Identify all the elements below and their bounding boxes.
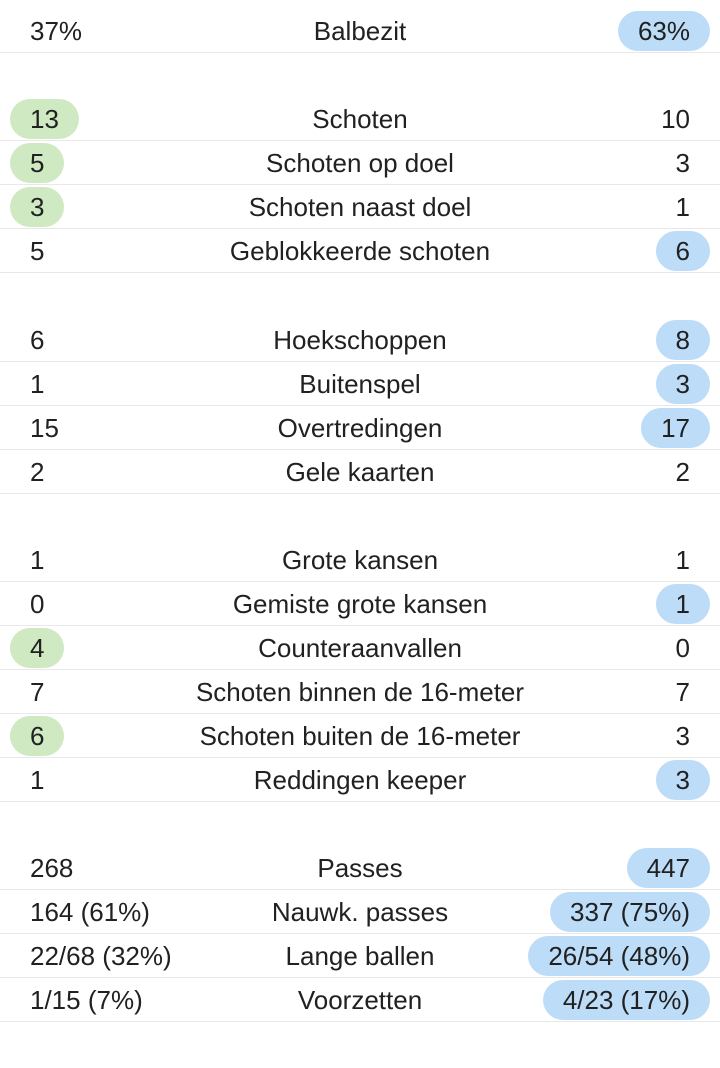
home-value: 2: [30, 456, 45, 487]
away-value: 1: [656, 584, 710, 624]
away-value: 17: [641, 408, 710, 448]
stat-row[interactable]: [0, 97, 720, 141]
home-value: 37%: [30, 16, 83, 46]
stat-label: Buitenspel: [299, 368, 421, 399]
away-value: 4/23 (17%): [543, 980, 710, 1020]
stat-label: Overtredingen: [277, 412, 443, 443]
away-value: 63%: [618, 11, 710, 51]
home-value: 1/15 (7%): [30, 985, 143, 1016]
stat-label: Geblokkeerde schoten: [229, 236, 491, 267]
home-value: 4: [10, 628, 64, 668]
away-value: 2: [675, 456, 690, 487]
stat-row[interactable]: [0, 229, 720, 273]
stat-label: Nauwk. passes: [271, 897, 449, 928]
stat-row[interactable]: [0, 670, 720, 714]
away-value: 7: [675, 676, 690, 707]
stat-row[interactable]: [0, 582, 720, 626]
stat-row[interactable]: [0, 141, 720, 185]
home-value: 6: [10, 716, 64, 756]
home-value: 6: [30, 324, 45, 355]
stat-row[interactable]: [0, 9, 720, 53]
group-spacer: [0, 802, 720, 846]
home-value: 1: [30, 544, 45, 575]
stat-label: Voorzetten: [297, 985, 423, 1016]
home-value: 268: [30, 853, 74, 884]
match-stats-list: [0, 9, 720, 1022]
home-value: 164 (61%): [30, 897, 150, 928]
stat-row[interactable]: [0, 362, 720, 406]
stat-label: Schoten buiten de 16-meter: [199, 720, 521, 751]
stat-row[interactable]: [0, 538, 720, 582]
stat-row[interactable]: [0, 714, 720, 758]
away-value: 337 (75%): [550, 892, 710, 932]
home-value: 1: [30, 368, 45, 399]
stat-label: Reddingen keeper: [253, 764, 467, 795]
stat-row[interactable]: [0, 846, 720, 890]
stat-label: Counteraanvallen: [258, 632, 462, 663]
home-value: 5: [10, 143, 64, 183]
away-value: 0: [675, 632, 690, 663]
away-value: 26/54 (48%): [528, 936, 710, 976]
away-value: 1: [675, 544, 690, 575]
away-value: 3: [675, 720, 690, 751]
stat-label: Balbezit: [313, 16, 407, 46]
stat-row[interactable]: [0, 318, 720, 362]
home-value: 7: [30, 676, 45, 707]
away-value: 3: [656, 760, 710, 800]
stat-label: Schoten naast doel: [248, 192, 472, 223]
stat-row[interactable]: [0, 890, 720, 934]
stat-row[interactable]: [0, 934, 720, 978]
home-value: 1: [30, 764, 45, 795]
stat-row[interactable]: [0, 185, 720, 229]
stat-row[interactable]: [0, 450, 720, 494]
away-value: 1: [675, 192, 690, 223]
home-value: 3: [10, 187, 64, 227]
stat-label: Gele kaarten: [285, 456, 435, 487]
stat-row[interactable]: [0, 758, 720, 802]
away-value: 8: [656, 320, 710, 360]
home-value: 0: [30, 588, 45, 619]
away-value: 3: [656, 364, 710, 404]
home-value: 5: [30, 236, 45, 267]
stat-label: Schoten op doel: [266, 148, 454, 179]
home-value: 22/68 (32%): [30, 941, 172, 972]
stat-label: Lange ballen: [285, 941, 435, 972]
away-value: 10: [661, 104, 690, 135]
stat-label: Gemiste grote kansen: [232, 588, 488, 619]
stat-label: Schoten binnen de 16-meter: [195, 676, 525, 707]
stat-label: Grote kansen: [281, 544, 439, 575]
home-value: 13: [10, 99, 79, 139]
group-spacer: [0, 494, 720, 538]
home-value: 15: [30, 412, 59, 443]
away-value: 6: [656, 231, 710, 271]
stat-row[interactable]: [0, 978, 720, 1022]
away-value: 3: [675, 148, 690, 179]
stat-label: Passes: [317, 853, 403, 884]
stat-row[interactable]: [0, 626, 720, 670]
group-spacer: [0, 53, 720, 97]
stat-row[interactable]: [0, 406, 720, 450]
away-value: 447: [627, 848, 710, 888]
group-spacer: [0, 273, 720, 317]
stat-label: Schoten: [312, 104, 408, 135]
stat-label: Hoekschoppen: [273, 324, 447, 355]
